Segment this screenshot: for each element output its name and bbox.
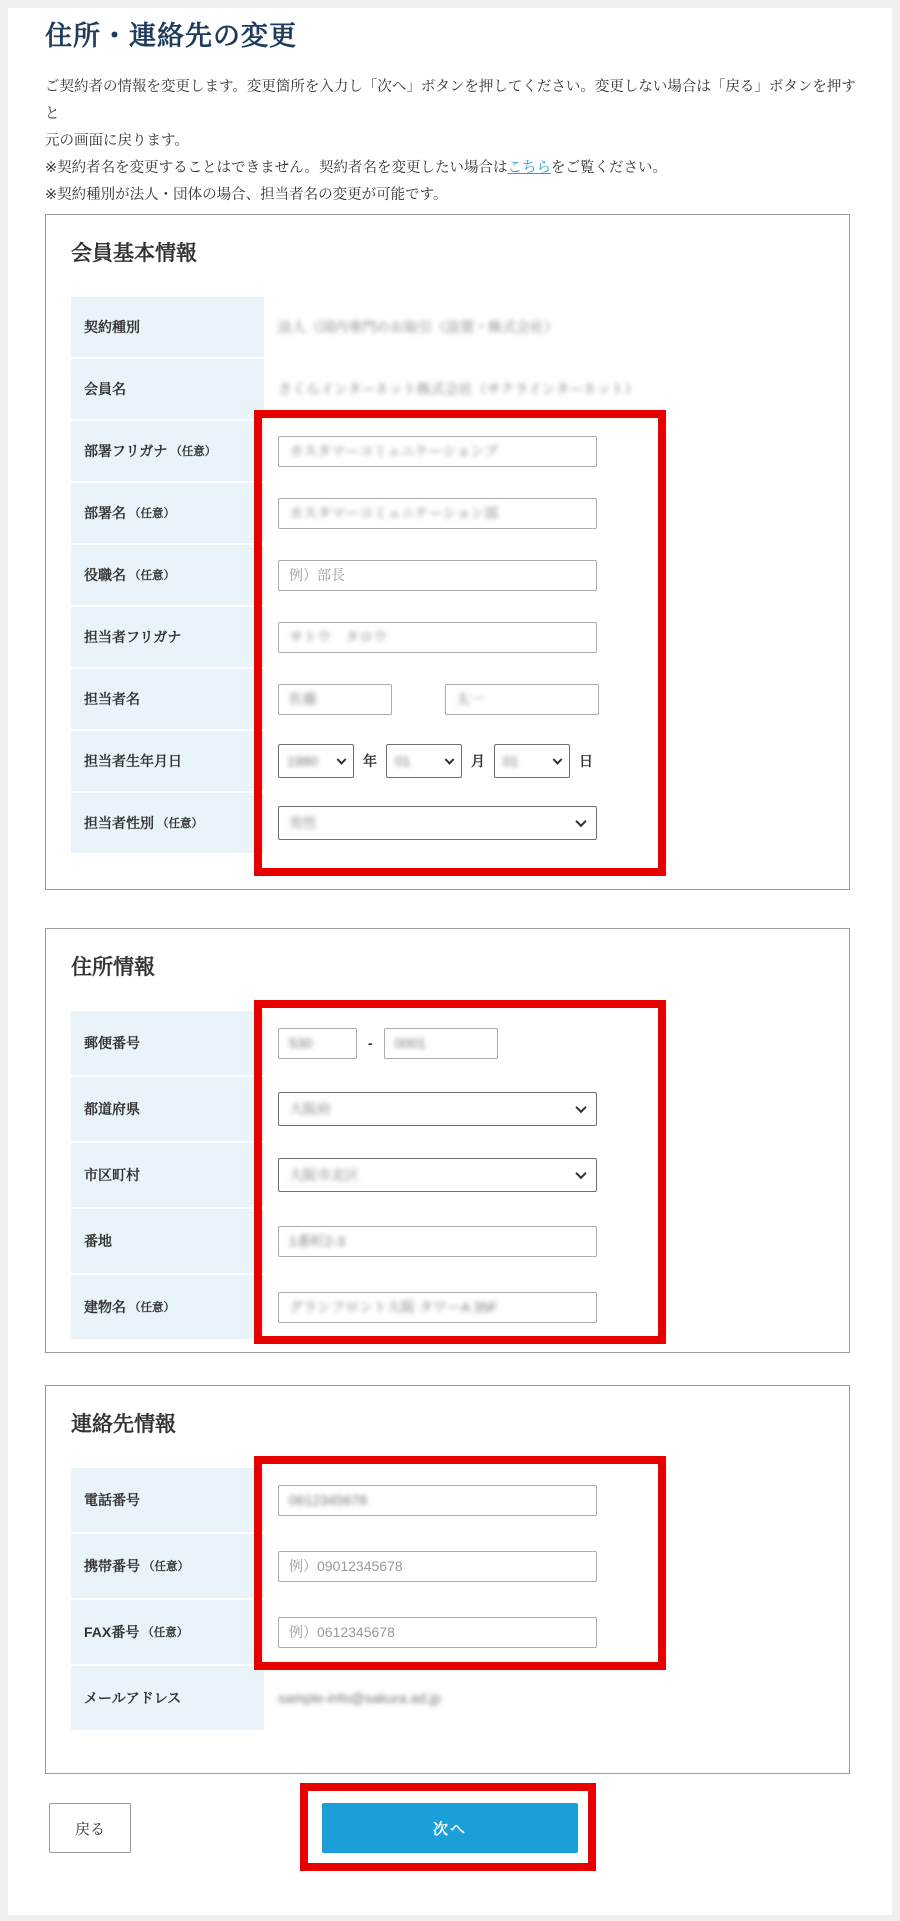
row-member-name xyxy=(71,359,826,419)
optional-note: （任意） xyxy=(142,1627,189,1639)
description-line: ご契約者の情報を変更します。変更箇所を入力し「次へ」ボタンを押してください。変更しない場合は「戻る」ボタンを押すと xyxy=(45,79,856,122)
optional-note: （任意） xyxy=(157,818,203,830)
birthdate-label: 担当者生年月日 xyxy=(71,731,264,791)
chevron-down-icon xyxy=(575,1168,586,1179)
member-rows xyxy=(71,297,826,855)
chevron-down-icon xyxy=(445,755,455,765)
row-birthdate xyxy=(71,731,826,791)
birth-month-select[interactable]: 01 xyxy=(386,744,462,778)
dept-name-label: 部署名 （任意） xyxy=(71,483,264,543)
optional-note: （任意） xyxy=(143,1561,189,1573)
job-title-input[interactable] xyxy=(278,560,597,591)
chevron-down-icon xyxy=(553,755,563,765)
address-rows xyxy=(71,1011,826,1341)
section-member-basic-info xyxy=(45,214,850,890)
kochira-link[interactable]: こちら xyxy=(507,160,552,176)
section-contact-info xyxy=(45,1385,850,1774)
member-name-label: 会員名 xyxy=(71,359,264,419)
note-text: ※契約者名を変更することはできません。契約者名を変更したい場合は xyxy=(45,160,508,176)
row-building xyxy=(71,1275,826,1339)
chevron-down-icon xyxy=(575,1102,586,1113)
month-suffix: 月 xyxy=(471,753,485,769)
section-address-info xyxy=(45,928,850,1353)
city-label: 市区町村 xyxy=(71,1143,264,1207)
job-title-label: 役職名 （任意） xyxy=(71,545,264,605)
page-title: 住所・連絡先の変更 xyxy=(45,21,297,51)
next-button[interactable]: 次へ xyxy=(322,1803,578,1853)
contract-type-label: 契約種別 xyxy=(71,297,264,357)
note-text: ※契約種別が法人・団体の場合、担当者名の変更が可能です。 xyxy=(45,187,448,203)
note-text: をご覧ください。 xyxy=(551,160,668,176)
birth-year-select[interactable]: 1980 xyxy=(278,744,354,778)
email-label: メールアドレス xyxy=(71,1666,264,1730)
chevron-down-icon xyxy=(337,755,347,765)
postal-code-input-2[interactable]: 0001 xyxy=(384,1028,498,1059)
row-phone xyxy=(71,1468,826,1532)
contact-rows xyxy=(71,1468,826,1732)
optional-note: （任意） xyxy=(170,446,217,458)
row-job-title xyxy=(71,545,826,605)
postal-code-label: 郵便番号 xyxy=(71,1011,264,1075)
building-label: 建物名 （任意） xyxy=(71,1275,264,1339)
dept-kana-input[interactable]: カスタマーコミュニケーションブ xyxy=(278,436,597,467)
member-name-value: さくらインターネット株式会社（サクラインターネット） xyxy=(278,381,639,397)
row-contract-type xyxy=(71,297,826,357)
optional-note: （任意） xyxy=(129,1302,175,1314)
back-button[interactable]: 戻る xyxy=(49,1803,131,1853)
row-email xyxy=(71,1666,826,1730)
description-line: 元の画面に戻ります。 xyxy=(45,133,189,149)
row-dept-name xyxy=(71,483,826,543)
phone-input[interactable]: 0612345678 xyxy=(278,1485,597,1516)
prefecture-select[interactable]: 大阪府 xyxy=(278,1092,597,1126)
street-input[interactable]: 1番町2-3 xyxy=(278,1226,597,1257)
row-person-kana xyxy=(71,607,826,667)
chevron-down-icon xyxy=(575,816,586,827)
page-description xyxy=(45,74,857,209)
person-firstname-input[interactable]: 太一 xyxy=(445,684,599,715)
postal-code-input-1[interactable]: 530 xyxy=(278,1028,357,1059)
person-kana-input[interactable]: サトウ タロウ xyxy=(278,622,597,653)
section-heading: 会員基本情報 xyxy=(71,242,197,265)
city-select[interactable]: 大阪市北区 xyxy=(278,1158,597,1192)
section-heading: 連絡先情報 xyxy=(71,1413,176,1436)
gender-select[interactable]: 男性 xyxy=(278,806,597,840)
person-kana-label: 担当者フリガナ xyxy=(71,607,264,667)
fax-label: FAX番号 （任意） xyxy=(71,1600,264,1664)
row-mobile xyxy=(71,1534,826,1598)
person-lastname-input[interactable]: 佐藤 xyxy=(278,684,392,715)
fax-input[interactable] xyxy=(278,1617,597,1648)
mobile-label: 携帯番号 （任意） xyxy=(71,1534,264,1598)
section-heading: 住所情報 xyxy=(71,956,155,979)
optional-note: （任意） xyxy=(129,570,175,582)
row-street xyxy=(71,1209,826,1273)
optional-note: （任意） xyxy=(129,508,175,520)
street-label: 番地 xyxy=(71,1209,264,1273)
contract-type-value: 法人（国内専門のお取引（設置・株式会社） xyxy=(278,319,558,335)
dept-kana-label: 部署フリガナ （任意） xyxy=(71,421,264,481)
year-suffix: 年 xyxy=(363,753,377,769)
postal-separator: - xyxy=(368,1035,373,1051)
row-fax xyxy=(71,1600,826,1664)
mobile-input[interactable] xyxy=(278,1551,597,1582)
birth-day-select[interactable]: 01 xyxy=(494,744,570,778)
dept-name-input[interactable]: カスタマーコミュニケーション部 xyxy=(278,498,597,529)
building-input[interactable]: グランフロント大阪 タワーA 35F xyxy=(278,1292,597,1323)
row-person-name xyxy=(71,669,826,729)
row-gender xyxy=(71,793,826,853)
row-city xyxy=(71,1143,826,1207)
row-postal-code xyxy=(71,1011,826,1075)
person-name-label: 担当者名 xyxy=(71,669,264,729)
day-suffix: 日 xyxy=(579,753,593,769)
row-dept-kana xyxy=(71,421,826,481)
phone-label: 電話番号 xyxy=(71,1468,264,1532)
row-prefecture xyxy=(71,1077,826,1141)
prefecture-label: 都道府県 xyxy=(71,1077,264,1141)
email-value: sample-info@sakura.ad.jp xyxy=(278,1690,441,1706)
gender-label: 担当者性別 （任意） xyxy=(71,793,264,853)
